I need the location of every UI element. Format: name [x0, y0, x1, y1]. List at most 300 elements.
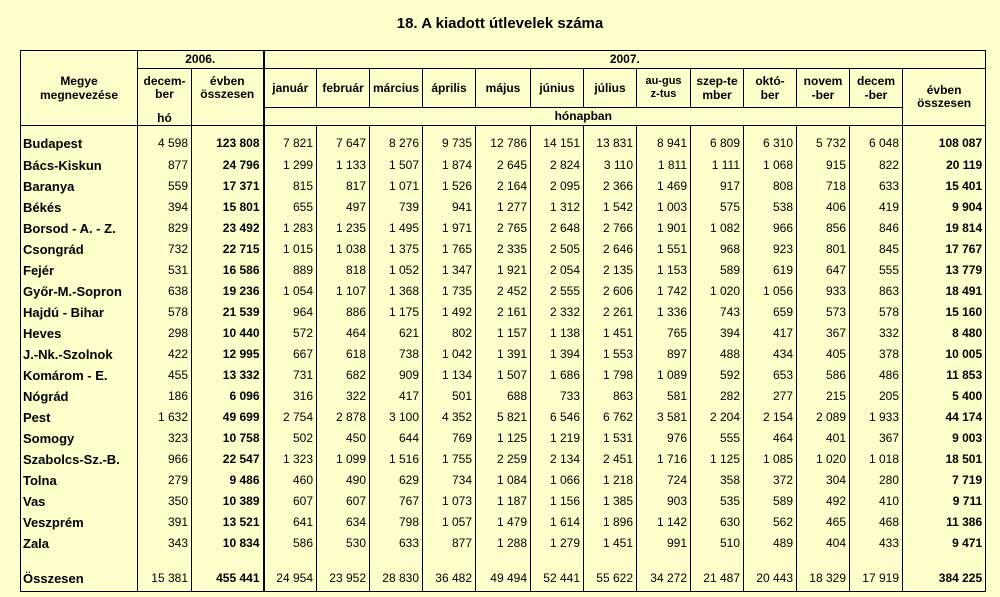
county-name: Komárom - E.	[21, 365, 138, 386]
cell-month-3: 633	[370, 533, 423, 559]
cell-month-11: 5 732	[797, 126, 850, 155]
cell-total-2007: 15 401	[903, 176, 986, 197]
cell-total-2006: 10 834	[192, 533, 264, 559]
cell-month-12: 633	[850, 176, 903, 197]
cell-month-3: 3 100	[370, 407, 423, 428]
cell-month-1: 731	[264, 365, 317, 386]
cell-month-6: 2 134	[531, 449, 584, 470]
cell-month-1: 7 821	[264, 126, 317, 155]
month-header-9	[744, 69, 797, 108]
cell-month-8: 897	[637, 344, 691, 365]
month-header-2: március	[370, 69, 423, 108]
cell-total-2007: 44 174	[903, 407, 986, 428]
cell-month-6: 1 394	[531, 344, 584, 365]
cell-month-4: 1 073	[423, 491, 476, 512]
cell-month-1: 815	[264, 176, 317, 197]
cell-month-10: 417	[744, 323, 797, 344]
county-name: Fejér	[21, 260, 138, 281]
cell-total-2006: 22 715	[192, 239, 264, 260]
cell-month-8: 1 089	[637, 365, 691, 386]
cell-month-8: 903	[637, 491, 691, 512]
county-name: Baranya	[21, 176, 138, 197]
cell-month-1: 1 283	[264, 218, 317, 239]
cell-month-9: 6 809	[691, 126, 744, 155]
column-header-dec-2006	[138, 69, 192, 126]
cell-month-12: 205	[850, 386, 903, 407]
cell-month-10: 589	[744, 491, 797, 512]
cell-month-4: 1 492	[423, 302, 476, 323]
cell-total-2007: 9 711	[903, 491, 986, 512]
table-row	[21, 260, 986, 281]
cell-month-9: 282	[691, 386, 744, 407]
total-2006-line1: évben	[209, 74, 245, 88]
cell-month-1: 1 015	[264, 239, 317, 260]
table-title: 18. A kiadott útlevelek száma	[396, 15, 604, 32]
county-name: Hajdú - Bihar	[21, 302, 138, 323]
cell-month-4: 1 735	[423, 281, 476, 302]
cell-month-7: 2 135	[584, 260, 637, 281]
cell-dec-2006: 279	[138, 470, 192, 491]
cell-month-11: 304	[797, 470, 850, 491]
cell-month-2: 634	[317, 512, 370, 533]
cell-month-3: 644	[370, 428, 423, 449]
column-header-total-2007	[903, 69, 986, 126]
month-header-9-label: októ-ber	[755, 74, 785, 102]
county-name: Heves	[21, 323, 138, 344]
cell-month-5: 2 335	[476, 239, 531, 260]
month-header-1: február	[317, 69, 370, 108]
cell-month-9: 1 111	[691, 155, 744, 176]
cell-month-8: 34 272	[637, 559, 691, 592]
cell-month-3: 767	[370, 491, 423, 512]
cell-month-7: 1 451	[584, 533, 637, 559]
cell-month-10: 659	[744, 302, 797, 323]
monthly-unit-header: hónapban	[264, 108, 903, 126]
cell-month-1: 502	[264, 428, 317, 449]
cell-month-8: 8 941	[637, 126, 691, 155]
county-name: J.-Nk.-Szolnok	[21, 344, 138, 365]
county-name: Pest	[21, 407, 138, 428]
cell-month-5: 1 288	[476, 533, 531, 559]
cell-month-11: 2 089	[797, 407, 850, 428]
cell-month-4: 1 765	[423, 239, 476, 260]
cell-month-7: 1 218	[584, 470, 637, 491]
cell-month-9: 1 125	[691, 449, 744, 470]
table-row	[21, 155, 986, 176]
cell-month-3: 1 071	[370, 176, 423, 197]
cell-month-12: 17 919	[850, 559, 903, 592]
cell-month-2: 450	[317, 428, 370, 449]
cell-month-1: 655	[264, 197, 317, 218]
cell-month-3: 738	[370, 344, 423, 365]
cell-month-11: 406	[797, 197, 850, 218]
cell-month-10: 372	[744, 470, 797, 491]
cell-month-7: 2 646	[584, 239, 637, 260]
cell-dec-2006: 15 381	[138, 559, 192, 592]
cell-month-1: 316	[264, 386, 317, 407]
cell-month-6: 1 279	[531, 533, 584, 559]
column-header-total-2006	[192, 69, 264, 126]
table-row	[21, 281, 986, 302]
cell-month-7: 2 606	[584, 281, 637, 302]
cell-month-7: 1 553	[584, 344, 637, 365]
cell-month-8: 1 003	[637, 197, 691, 218]
cell-month-2: 1 038	[317, 239, 370, 260]
cell-month-6: 1 686	[531, 365, 584, 386]
cell-month-5: 1 277	[476, 197, 531, 218]
cell-month-4: 1 874	[423, 155, 476, 176]
cell-month-9: 968	[691, 239, 744, 260]
month-header-6: július	[584, 69, 637, 108]
cell-month-10: 923	[744, 239, 797, 260]
cell-month-5: 1 507	[476, 365, 531, 386]
cell-month-8: 1 716	[637, 449, 691, 470]
cell-month-1: 1 323	[264, 449, 317, 470]
cell-total-2007: 7 719	[903, 470, 986, 491]
county-name: Szabolcs-Sz.-B.	[21, 449, 138, 470]
table-row	[21, 365, 986, 386]
cell-dec-2006: 323	[138, 428, 192, 449]
cell-month-2: 464	[317, 323, 370, 344]
cell-total-2007: 18 501	[903, 449, 986, 470]
cell-month-1: 1 299	[264, 155, 317, 176]
cell-month-4: 1 057	[423, 512, 476, 533]
cell-month-7: 1 531	[584, 428, 637, 449]
cell-month-2: 23 952	[317, 559, 370, 592]
cell-total-2006: 6 096	[192, 386, 264, 407]
cell-month-5: 1 157	[476, 323, 531, 344]
cell-month-1: 641	[264, 512, 317, 533]
cell-month-9: 630	[691, 512, 744, 533]
cell-month-9: 1 020	[691, 281, 744, 302]
cell-month-8: 1 153	[637, 260, 691, 281]
cell-month-1: 586	[264, 533, 317, 559]
cell-month-1: 667	[264, 344, 317, 365]
cell-month-12: 1 018	[850, 449, 903, 470]
cell-month-9: 589	[691, 260, 744, 281]
cell-month-9: 575	[691, 197, 744, 218]
cell-month-5: 688	[476, 386, 531, 407]
table-row	[21, 470, 986, 491]
cell-month-12: 378	[850, 344, 903, 365]
cell-total-2006: 10 440	[192, 323, 264, 344]
cell-month-2: 886	[317, 302, 370, 323]
cell-month-6: 6 546	[531, 407, 584, 428]
cell-month-6: 2 505	[531, 239, 584, 260]
cell-total-2006: 15 801	[192, 197, 264, 218]
month-header-3: április	[423, 69, 476, 108]
county-name: Zala	[21, 533, 138, 559]
cell-month-10: 6 310	[744, 126, 797, 155]
cell-month-5: 2 259	[476, 449, 531, 470]
cell-month-12: 410	[850, 491, 903, 512]
total-2007-line2: összesen	[917, 96, 972, 110]
cell-month-6: 1 312	[531, 197, 584, 218]
cell-month-10: 1 056	[744, 281, 797, 302]
cell-total-2006: 24 796	[192, 155, 264, 176]
cell-month-1: 889	[264, 260, 317, 281]
cell-month-3: 739	[370, 197, 423, 218]
passport-table	[20, 50, 986, 592]
cell-month-5: 1 921	[476, 260, 531, 281]
cell-month-5: 2 645	[476, 155, 531, 176]
cell-dec-2006: 1 632	[138, 407, 192, 428]
cell-month-3: 798	[370, 512, 423, 533]
county-name: Összesen	[21, 559, 138, 592]
month-header-10	[797, 69, 850, 108]
cell-dec-2006: 578	[138, 302, 192, 323]
table-row	[21, 344, 986, 365]
cell-month-5: 1 391	[476, 344, 531, 365]
cell-month-5: 1 187	[476, 491, 531, 512]
cell-month-5: 1 125	[476, 428, 531, 449]
cell-month-11: 1 020	[797, 449, 850, 470]
table-row	[21, 386, 986, 407]
cell-month-8: 3 581	[637, 407, 691, 428]
cell-total-2006: 49 699	[192, 407, 264, 428]
cell-month-8: 581	[637, 386, 691, 407]
cell-month-8: 1 551	[637, 239, 691, 260]
cell-month-1: 2 754	[264, 407, 317, 428]
cell-month-10: 277	[744, 386, 797, 407]
cell-month-12: 822	[850, 155, 903, 176]
county-name: Békés	[21, 197, 138, 218]
cell-total-2006: 13 521	[192, 512, 264, 533]
cell-total-2006: 12 995	[192, 344, 264, 365]
cell-month-6: 1 066	[531, 470, 584, 491]
cell-month-2: 818	[317, 260, 370, 281]
cell-month-12: 846	[850, 218, 903, 239]
county-name: Tolna	[21, 470, 138, 491]
cell-month-3: 417	[370, 386, 423, 407]
cell-month-9: 394	[691, 323, 744, 344]
cell-month-4: 1 755	[423, 449, 476, 470]
cell-month-7: 1 451	[584, 323, 637, 344]
cell-month-7: 2 766	[584, 218, 637, 239]
cell-dec-2006: 455	[138, 365, 192, 386]
cell-month-8: 991	[637, 533, 691, 559]
table-row	[21, 218, 986, 239]
cell-month-2: 322	[317, 386, 370, 407]
cell-month-5: 1 479	[476, 512, 531, 533]
cell-total-2007: 18 491	[903, 281, 986, 302]
cell-dec-2006: 638	[138, 281, 192, 302]
cell-month-11: 405	[797, 344, 850, 365]
cell-month-7: 2 451	[584, 449, 637, 470]
cell-dec-2006: 531	[138, 260, 192, 281]
county-name: Veszprém	[21, 512, 138, 533]
dec-2006-line1: decem-	[143, 74, 186, 88]
cell-dec-2006: 877	[138, 155, 192, 176]
cell-dec-2006: 298	[138, 323, 192, 344]
cell-month-7: 1 798	[584, 365, 637, 386]
cell-month-6: 2 095	[531, 176, 584, 197]
cell-total-2006: 455 441	[192, 559, 264, 592]
cell-month-2: 1 099	[317, 449, 370, 470]
cell-month-12: 332	[850, 323, 903, 344]
county-header-label: Megye megnevezése	[39, 74, 119, 102]
cell-month-9: 2 204	[691, 407, 744, 428]
cell-month-4: 1 134	[423, 365, 476, 386]
month-header-11	[850, 69, 903, 108]
cell-month-5: 1 084	[476, 470, 531, 491]
cell-month-4: 1 526	[423, 176, 476, 197]
column-header-county	[21, 51, 138, 126]
cell-month-11: 215	[797, 386, 850, 407]
table-row	[21, 302, 986, 323]
cell-month-4: 1 971	[423, 218, 476, 239]
cell-month-7: 13 831	[584, 126, 637, 155]
cell-total-2006: 19 236	[192, 281, 264, 302]
cell-month-2: 682	[317, 365, 370, 386]
cell-month-10: 966	[744, 218, 797, 239]
cell-month-6: 2 824	[531, 155, 584, 176]
cell-month-2: 530	[317, 533, 370, 559]
cell-month-10: 619	[744, 260, 797, 281]
cell-month-12: 486	[850, 365, 903, 386]
cell-total-2006: 10 758	[192, 428, 264, 449]
cell-month-8: 1 336	[637, 302, 691, 323]
cell-month-10: 562	[744, 512, 797, 533]
cell-month-1: 460	[264, 470, 317, 491]
cell-total-2007: 19 814	[903, 218, 986, 239]
cell-month-6: 1 219	[531, 428, 584, 449]
cell-month-11: 933	[797, 281, 850, 302]
table-row	[21, 323, 986, 344]
cell-month-9: 592	[691, 365, 744, 386]
cell-month-2: 1 133	[317, 155, 370, 176]
cell-total-2006: 21 539	[192, 302, 264, 323]
cell-month-4: 941	[423, 197, 476, 218]
cell-total-2007: 9 003	[903, 428, 986, 449]
cell-total-2007: 108 087	[903, 126, 986, 155]
cell-month-1: 572	[264, 323, 317, 344]
cell-month-12: 863	[850, 281, 903, 302]
cell-month-5: 2 765	[476, 218, 531, 239]
cell-month-10: 434	[744, 344, 797, 365]
cell-month-7: 863	[584, 386, 637, 407]
table-row	[21, 533, 986, 559]
cell-dec-2006: 4 598	[138, 126, 192, 155]
cell-month-10: 808	[744, 176, 797, 197]
cell-month-6: 1 156	[531, 491, 584, 512]
cell-month-8: 1 811	[637, 155, 691, 176]
month-header-0: január	[264, 69, 317, 108]
cell-month-7: 55 622	[584, 559, 637, 592]
cell-month-3: 8 276	[370, 126, 423, 155]
cell-month-9: 488	[691, 344, 744, 365]
cell-total-2007: 8 480	[903, 323, 986, 344]
cell-month-12: 6 048	[850, 126, 903, 155]
cell-month-12: 578	[850, 302, 903, 323]
cell-month-4: 769	[423, 428, 476, 449]
county-name: Nógrád	[21, 386, 138, 407]
cell-month-2: 817	[317, 176, 370, 197]
cell-total-2006: 17 371	[192, 176, 264, 197]
cell-month-11: 915	[797, 155, 850, 176]
cell-month-5: 2 161	[476, 302, 531, 323]
total-2007-line1: évben	[926, 83, 962, 97]
cell-month-8: 976	[637, 428, 691, 449]
cell-total-2007: 384 225	[903, 559, 986, 592]
cell-month-11: 367	[797, 323, 850, 344]
cell-month-3: 909	[370, 365, 423, 386]
cell-month-4: 36 482	[423, 559, 476, 592]
cell-month-4: 734	[423, 470, 476, 491]
cell-month-9: 555	[691, 428, 744, 449]
cell-month-9: 510	[691, 533, 744, 559]
cell-month-3: 1 375	[370, 239, 423, 260]
cell-total-2007: 20 119	[903, 155, 986, 176]
cell-month-9: 1 082	[691, 218, 744, 239]
cell-month-9: 743	[691, 302, 744, 323]
cell-month-12: 555	[850, 260, 903, 281]
cell-month-4: 1 042	[423, 344, 476, 365]
table-header	[21, 51, 986, 126]
cell-month-4: 1 347	[423, 260, 476, 281]
cell-month-7: 2 261	[584, 302, 637, 323]
cell-month-5: 49 494	[476, 559, 531, 592]
cell-month-10: 20 443	[744, 559, 797, 592]
cell-total-2007: 17 767	[903, 239, 986, 260]
cell-month-3: 1 175	[370, 302, 423, 323]
cell-dec-2006: 966	[138, 449, 192, 470]
cell-month-1: 24 954	[264, 559, 317, 592]
month-header-8	[691, 69, 744, 108]
cell-month-11: 586	[797, 365, 850, 386]
cell-dec-2006: 732	[138, 239, 192, 260]
cell-month-11: 718	[797, 176, 850, 197]
cell-month-9: 917	[691, 176, 744, 197]
cell-month-1: 607	[264, 491, 317, 512]
cell-month-2: 2 878	[317, 407, 370, 428]
cell-month-6: 2 648	[531, 218, 584, 239]
cell-month-7: 1 542	[584, 197, 637, 218]
county-name: Vas	[21, 491, 138, 512]
cell-month-10: 2 154	[744, 407, 797, 428]
cell-month-2: 1 107	[317, 281, 370, 302]
cell-month-12: 1 933	[850, 407, 903, 428]
cell-month-11: 647	[797, 260, 850, 281]
cell-month-11: 856	[797, 218, 850, 239]
table-row	[21, 449, 986, 470]
county-name: Csongrád	[21, 239, 138, 260]
cell-month-2: 497	[317, 197, 370, 218]
county-name: Borsod - A. - Z.	[21, 218, 138, 239]
cell-total-2006: 9 486	[192, 470, 264, 491]
table-row	[21, 428, 986, 449]
cell-dec-2006: 559	[138, 176, 192, 197]
cell-month-6: 2 054	[531, 260, 584, 281]
cell-month-11: 465	[797, 512, 850, 533]
cell-month-5: 5 821	[476, 407, 531, 428]
cell-total-2006: 123 808	[192, 126, 264, 155]
cell-month-3: 28 830	[370, 559, 423, 592]
cell-total-2006: 23 492	[192, 218, 264, 239]
cell-month-1: 1 054	[264, 281, 317, 302]
cell-month-1: 964	[264, 302, 317, 323]
cell-month-8: 1 901	[637, 218, 691, 239]
cell-total-2006: 16 586	[192, 260, 264, 281]
cell-dec-2006: 394	[138, 197, 192, 218]
cell-total-2006: 22 547	[192, 449, 264, 470]
table-row	[21, 491, 986, 512]
cell-month-3: 1 507	[370, 155, 423, 176]
cell-month-11: 18 329	[797, 559, 850, 592]
cell-month-2: 1 235	[317, 218, 370, 239]
cell-dec-2006: 186	[138, 386, 192, 407]
cell-month-4: 9 735	[423, 126, 476, 155]
